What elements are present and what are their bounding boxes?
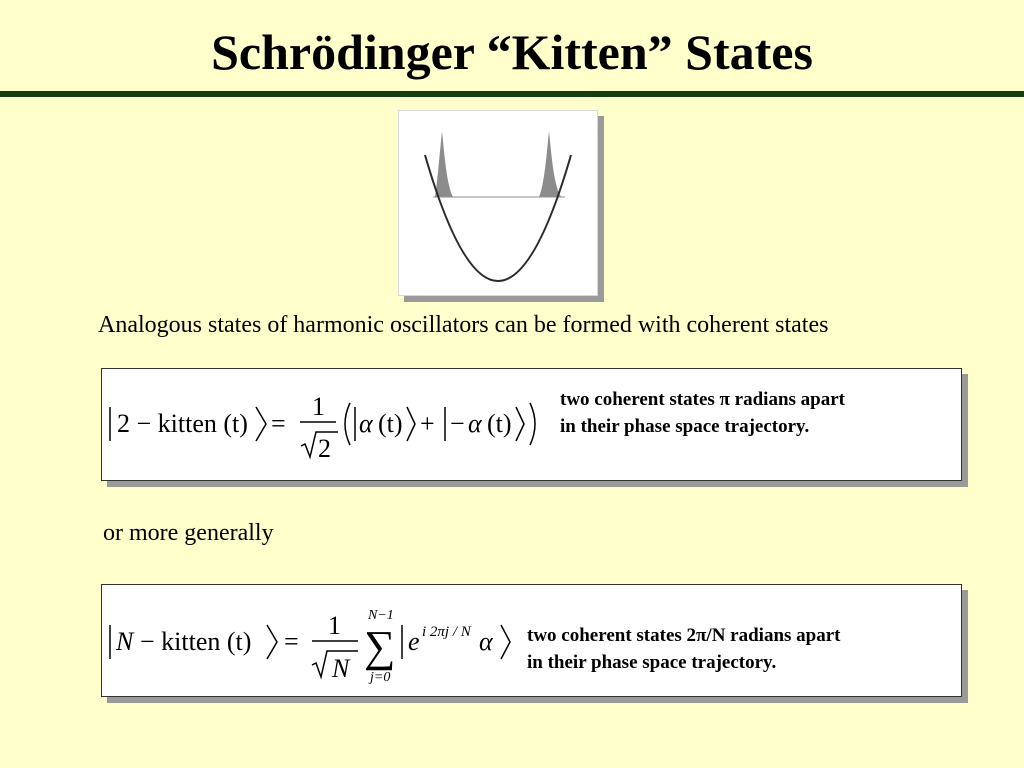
ket-angle bbox=[256, 407, 266, 441]
eq2-frac-den: N bbox=[332, 654, 350, 683]
eq1-arg-1: (t) bbox=[378, 409, 403, 438]
close-paren bbox=[530, 403, 535, 445]
eq2-equals: = bbox=[284, 627, 299, 656]
eq1-frac-num: 1 bbox=[312, 392, 325, 421]
eq2-frac-num: 1 bbox=[328, 611, 341, 640]
equation1-box bbox=[101, 368, 962, 481]
right-wavepacket bbox=[539, 131, 561, 197]
figure-potential-well bbox=[398, 110, 598, 296]
eq2-exponent: i 2πj / N bbox=[422, 624, 471, 640]
left-wavepacket bbox=[435, 131, 453, 197]
ket-angle bbox=[407, 407, 415, 441]
eq2-base: e bbox=[408, 627, 420, 656]
ket-angle bbox=[516, 407, 524, 441]
eq1-arg-2: (t) bbox=[487, 409, 512, 438]
equation1-note-line2: in their phase space trajectory. bbox=[560, 416, 810, 437]
open-paren bbox=[345, 403, 350, 445]
eq1-frac-den: 2 bbox=[318, 434, 331, 463]
equation2-box bbox=[101, 584, 962, 697]
eq2-lhs: − kitten (t) bbox=[140, 627, 252, 656]
sum-upper-limit: N−1 bbox=[368, 608, 394, 623]
eq2-lhs-n: N bbox=[116, 627, 134, 656]
equation2-note-line2: in their phase space trajectory. bbox=[527, 652, 777, 673]
ket-angle bbox=[501, 625, 510, 659]
eq1-plus: + bbox=[420, 409, 435, 438]
eq2-alpha: α bbox=[479, 627, 493, 656]
sum-lower-limit: j=0 bbox=[370, 670, 391, 685]
eq1-alpha-2: α bbox=[468, 409, 482, 438]
equation2-note-line1: two coherent states 2π/N radians apart bbox=[527, 625, 841, 646]
ket-angle bbox=[267, 625, 277, 659]
intro-text: Analogous states of harmonic oscillators can be formed with coherent states bbox=[98, 312, 829, 338]
equation1-note-line1: two coherent states π radians apart bbox=[560, 389, 845, 410]
eq1-alpha-1: α bbox=[359, 409, 373, 438]
transition-text: or more generally bbox=[103, 520, 274, 546]
title-divider bbox=[0, 91, 1024, 97]
potential-well-icon bbox=[399, 111, 597, 295]
slide-title: Schrödinger “Kitten” States bbox=[211, 24, 813, 80]
eq1-equals: = bbox=[271, 409, 286, 438]
sum-sigma: ∑ bbox=[364, 622, 396, 671]
eq1-neg: − bbox=[450, 409, 465, 438]
eq1-lhs: 2 − kitten (t) bbox=[117, 409, 248, 438]
